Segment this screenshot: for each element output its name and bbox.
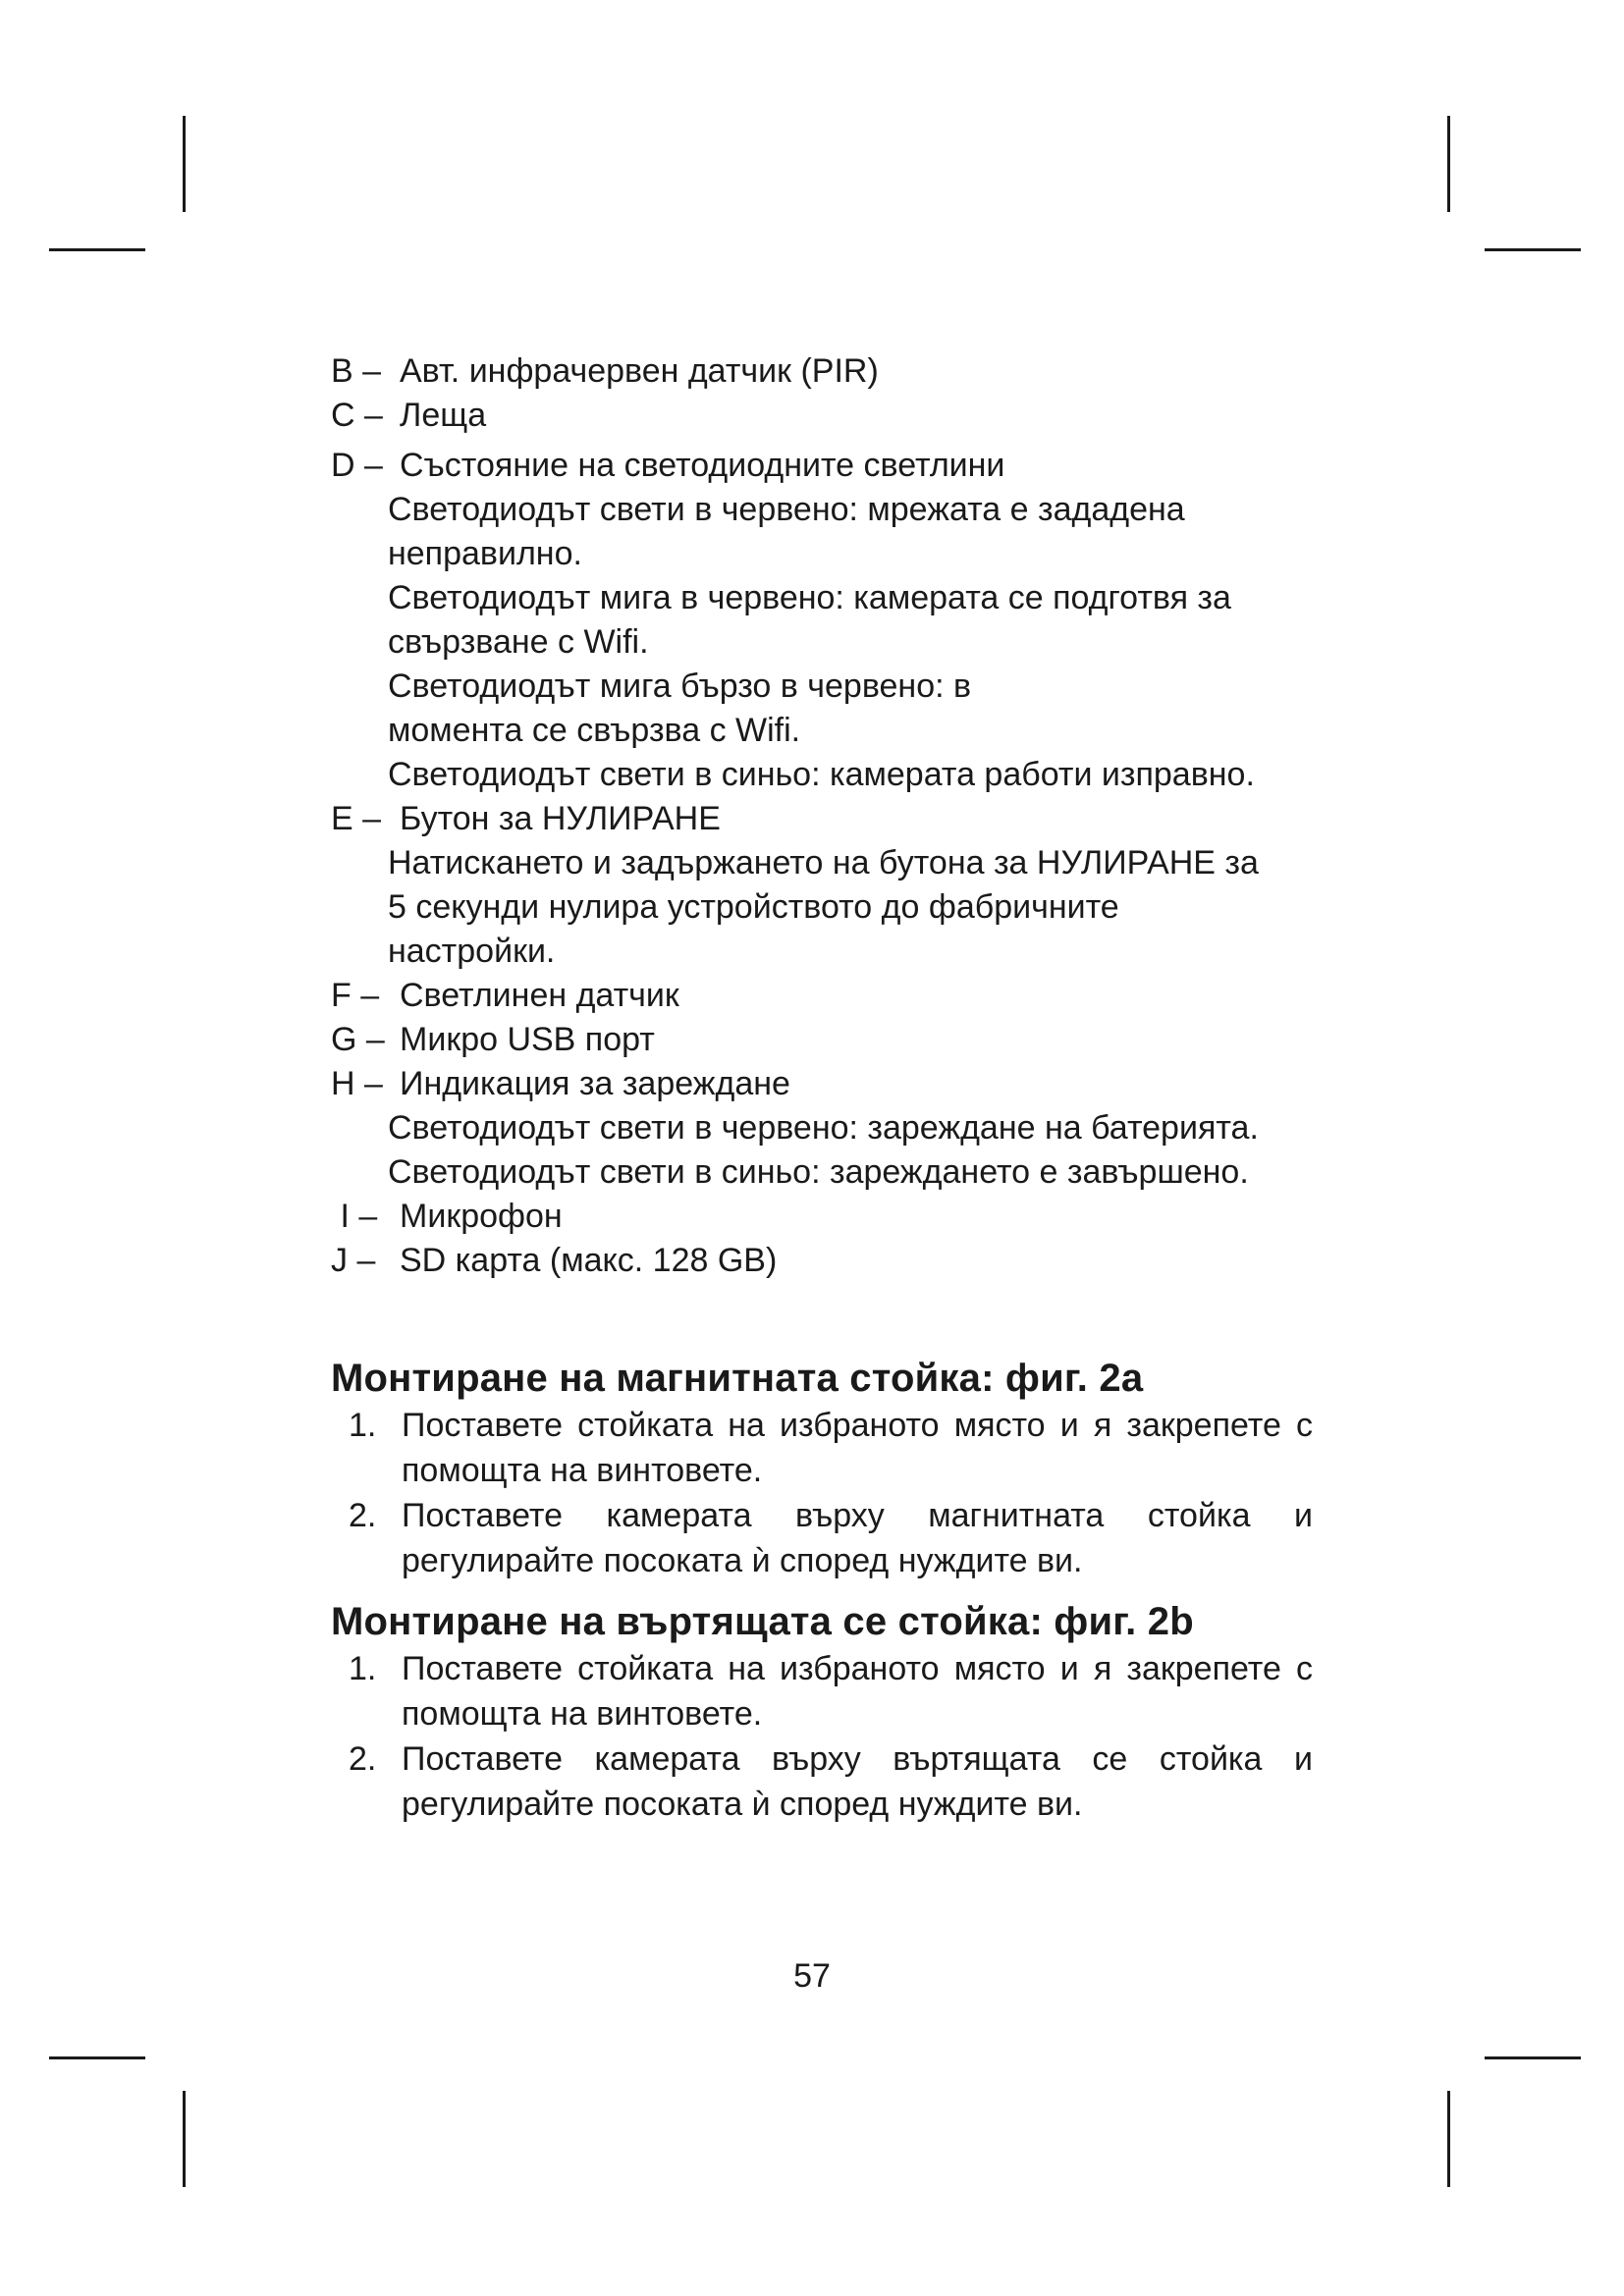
component-item-j [331,1239,1313,1283]
crop-mark-top-right-horizontal [1485,248,1581,251]
led-status-blue-steady: Светодиодът свети в синьо: камерата работи изправно. [388,756,1255,793]
crop-mark-bottom-right-vertical [1447,2091,1450,2187]
step-number: 2. [349,1497,377,1534]
item-label: Бутон за НУЛИРАНЕ [400,800,721,837]
magnetic-mount-steps [331,1403,1313,1583]
rotating-mount-steps [331,1646,1313,1827]
section-heading-magnetic-mount: Монтиране на магнитната стойка: фиг. 2a [331,1357,1144,1400]
component-item-g [331,1018,1313,1062]
step-text: Поставете камерата върху магнитната стойка и регулирайте посоката ѝ според нуждите ви. [402,1497,1313,1579]
led-status-red-steady: Светодиодът свети в червено: мрежата е зададена неправилно. [388,491,1185,572]
step-text: Поставете стойката на избраното място и я закрепете с помощта на винтовете. [402,1407,1313,1489]
component-item-c [331,394,1313,438]
crop-mark-top-left-horizontal [49,248,145,251]
component-item-h [331,1062,1313,1195]
item-label: Микрофон [400,1198,563,1235]
step-number: 1. [349,1650,377,1687]
item-letter: H – [331,1065,383,1102]
crop-mark-bottom-left-vertical [183,2091,186,2187]
reset-description: Натискането и задържането на бутона за НУЛИРАНЕ за 5 секунди нулира устройството до фабричните настройки. [388,844,1259,970]
crop-mark-top-right-vertical [1447,116,1450,212]
step-number: 2. [349,1740,377,1778]
item-label: Авт. инфрачервен датчик (PIR) [400,352,879,390]
charging-red-status: Светодиодът свети в червено: зареждане на батерията. [388,1109,1259,1147]
item-letter: B – [331,352,382,390]
step-item [331,1493,1313,1583]
component-item-b [331,349,1313,394]
component-item-i [331,1195,1313,1239]
step-text: Поставете стойката на избраното място и я закрепете с помощта на винтовете. [402,1650,1313,1733]
step-text: Поставете камерата върху въртящата се стойка и регулирайте посоката ѝ според нуждите ви. [402,1740,1313,1823]
item-label: Светлинен датчик [400,977,679,1014]
component-item-d [331,444,1313,797]
page-number: 57 [793,1957,831,1995]
component-item-e [331,797,1313,974]
item-letter: F – [331,977,380,1014]
item-details [331,1106,1313,1195]
crop-mark-bottom-left-horizontal [49,2056,145,2059]
led-status-red-fast-blinking: Светодиодът мига бързо в червено: в момента се свързва с Wifi. [388,667,972,749]
item-label: Индикация за зареждане [400,1065,790,1102]
section-heading-rotating-mount: Монтиране на въртящата се стойка: фиг. 2b [331,1600,1194,1643]
item-label: Леща [400,397,487,434]
step-item [331,1646,1313,1736]
item-letter: J – [331,1242,376,1279]
led-status-red-blinking: Светодиодът мига в червено: камерата се подготвя за свързване с Wifi. [388,579,1231,661]
item-label: Състояние на светодиодните светлини [400,447,1005,484]
item-letter: C – [331,397,383,434]
item-letter: G – [331,1021,385,1058]
item-details [331,488,1313,797]
step-item [331,1403,1313,1493]
component-list [331,349,1313,1283]
item-letter: D – [331,447,383,484]
crop-mark-top-left-vertical [183,116,186,212]
step-item [331,1736,1313,1827]
page-content [331,349,1313,1827]
charging-blue-status: Светодиодът свети в синьо: зареждането е завършено. [388,1153,1249,1191]
item-label: SD карта (макс. 128 GB) [400,1242,778,1279]
component-item-f [331,974,1313,1018]
item-details [331,841,1313,974]
item-letter: I – [331,1198,378,1235]
step-number: 1. [349,1407,377,1444]
crop-mark-bottom-right-horizontal [1485,2056,1581,2059]
item-letter: E – [331,800,382,837]
item-label: Микро USB порт [400,1021,655,1058]
